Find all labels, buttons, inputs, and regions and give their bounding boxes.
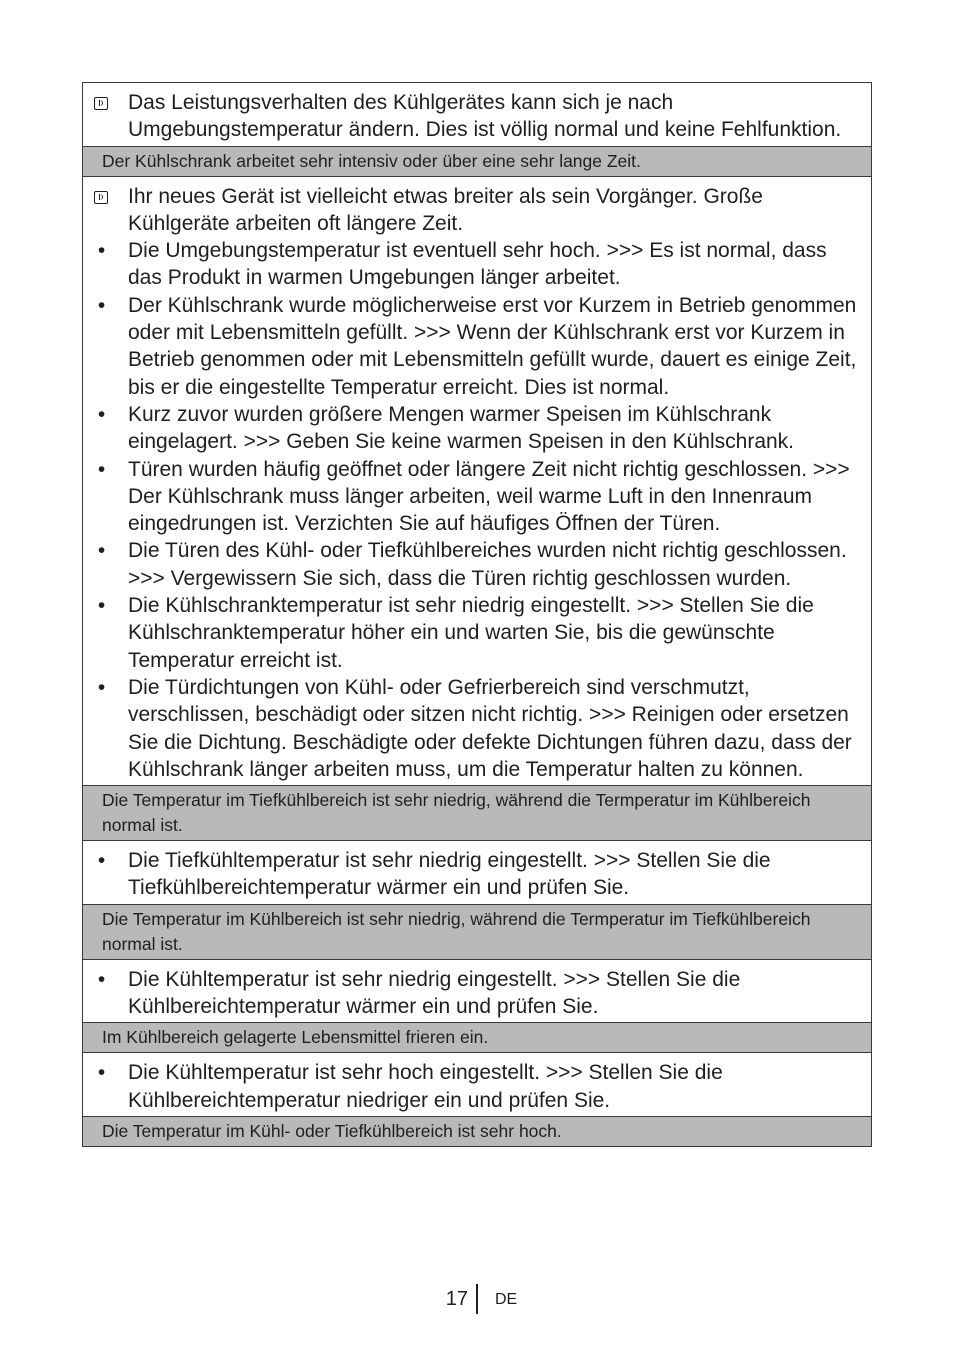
bullet-marker: [87, 674, 128, 701]
list-item: [87, 292, 863, 401]
bullet-icon: •: [97, 1061, 106, 1085]
list-item: [87, 401, 863, 456]
item-text: Ihr neues Gerät ist vielleicht etwas breiter als sein Vorgänger. Große Kühlgeräte arbeiten oft längere Zeit.: [128, 184, 763, 235]
list-item: [87, 237, 863, 292]
bullet-marker: [87, 401, 128, 428]
bullet-marker: [87, 966, 128, 993]
list-item: [87, 456, 863, 538]
info-note: [87, 89, 863, 144]
item-text: Die Türen des Kühl- oder Tiefkühlbereiches wurden nicht richtig geschlossen. >>> Vergewissern Sie sich, dass die Türen richtig geschlossen wurden.: [128, 539, 847, 590]
problem-heading: Die Temperatur im Tiefkühlbereich ist sehr niedrig, während die Termperatur im Kühlbereich normal ist.: [83, 785, 871, 841]
bullet-icon: •: [97, 293, 106, 317]
footer-divider: [476, 1284, 478, 1314]
language-code: DE: [495, 1291, 518, 1308]
item-text: Die Kühltemperatur ist sehr hoch eingestellt. >>> Stellen Sie die Kühlbereichtemperatur niedriger ein und prüfen Sie.: [128, 1061, 723, 1112]
list-item: [87, 847, 863, 902]
list-item: [87, 966, 863, 1021]
bullet-icon: •: [97, 402, 106, 426]
problem-heading: Der Kühlschrank arbeitet sehr intensiv oder über eine sehr lange Zeit.: [83, 146, 871, 177]
bullet-marker: [87, 1059, 128, 1086]
bullet-icon: •: [97, 849, 106, 873]
bullet-marker: [87, 456, 128, 483]
solution-block: [83, 841, 871, 904]
solution-block: [83, 177, 871, 786]
list-item: [87, 1059, 863, 1114]
list-item: [87, 674, 863, 783]
page-number: 17: [445, 1288, 468, 1310]
solution-block: [83, 83, 871, 146]
solution-block: [83, 960, 871, 1023]
item-text: Die Tiefkühltemperatur ist sehr niedrig eingestellt. >>> Stellen Sie die Tiefkühlbereichtemperatur wärmer ein und prüfen Sie.: [128, 849, 771, 900]
bullet-marker: [87, 237, 128, 264]
bullet-marker: [87, 537, 128, 564]
page-footer: [0, 1284, 954, 1314]
bullet-icon: •: [97, 675, 106, 699]
item-text: Die Kühltemperatur ist sehr niedrig eingestellt. >>> Stellen Sie die Kühlbereichtemperatur wärmer ein und prüfen Sie.: [128, 967, 741, 1019]
problem-heading: Die Temperatur im Kühl- oder Tiefkühlbereich ist sehr hoch.: [83, 1116, 871, 1146]
solution-block: [83, 1053, 871, 1116]
info-marker: [87, 89, 128, 110]
bullet-marker: [87, 292, 128, 319]
item-text: Kurz zuvor wurden größere Mengen warmer Speisen im Kühlschrank eingelagert. >>> Geben Sie keine warmen Speisen in den Kühlschrank.: [128, 402, 795, 454]
problem-heading: Im Kühlbereich gelagerte Lebensmittel frieren ein.: [83, 1022, 871, 1053]
item-text: Das Leistungsverhalten des Kühlgerätes kann sich je nach Umgebungstemperatur ändern. Dies ist völlig normal und keine Fehlfunktion.: [128, 91, 842, 142]
item-text: Die Türdichtungen von Kühl- oder Gefrierbereich sind verschmutzt, verschlissen, beschädigt oder sitzen nicht richtig. >>> Reinigen oder ersetzen Sie die Dichtung. Beschädigte oder defekte Dichtungen führen dazu, dass der Kühlschrank länger arbeiten muss, um die Temperatur halten zu können.: [128, 675, 852, 781]
info-icon: [94, 191, 108, 204]
item-text: Die Umgebungstemperatur ist eventuell sehr hoch. >>> Es ist normal, dass das Produkt in warmen Umgebungen länger arbeitet.: [128, 239, 827, 290]
bullet-marker: [87, 592, 128, 619]
info-note: [87, 183, 863, 238]
troubleshooting-table: [82, 82, 872, 1147]
item-text: Die Kühlschranktemperatur ist sehr niedrig eingestellt. >>> Stellen Sie die Kühlschranktemperatur höher ein und warten Sie, bis die gewünschte Temperatur erreicht ist.: [128, 594, 814, 672]
bullet-icon: •: [97, 594, 106, 618]
bullet-icon: •: [97, 457, 106, 481]
bullet-marker: [87, 847, 128, 874]
list-item: [87, 592, 863, 674]
list-item: [87, 537, 863, 592]
info-icon: [94, 97, 108, 110]
bullet-icon: •: [97, 967, 106, 991]
bullet-icon: •: [97, 239, 106, 263]
item-text: Türen wurden häufig geöffnet oder längere Zeit nicht richtig geschlossen. >>> Der Kühlschrank muss länger arbeiten, weil warme Luft in den Innenraum eingedrungen ist. Verzichten Sie auf häufiges Öffnen der Türen.: [128, 457, 850, 536]
problem-heading: Die Temperatur im Kühlbereich ist sehr niedrig, während die Termperatur im Tiefkühlbereich normal ist.: [83, 904, 871, 960]
bullet-icon: •: [97, 539, 106, 563]
item-text: Der Kühlschrank wurde möglicherweise erst vor Kurzem in Betrieb genommen oder mit Lebensmitteln gefüllt. >>> Wenn der Kühlschrank erst vor Kurzem in Betrieb genommen oder mit Lebensmitteln gefüllt wurde, dauert es einige Zeit, bis er die eingestellte Temperatur erreicht. Dies ist normal.: [128, 293, 857, 399]
info-marker: [87, 183, 128, 204]
